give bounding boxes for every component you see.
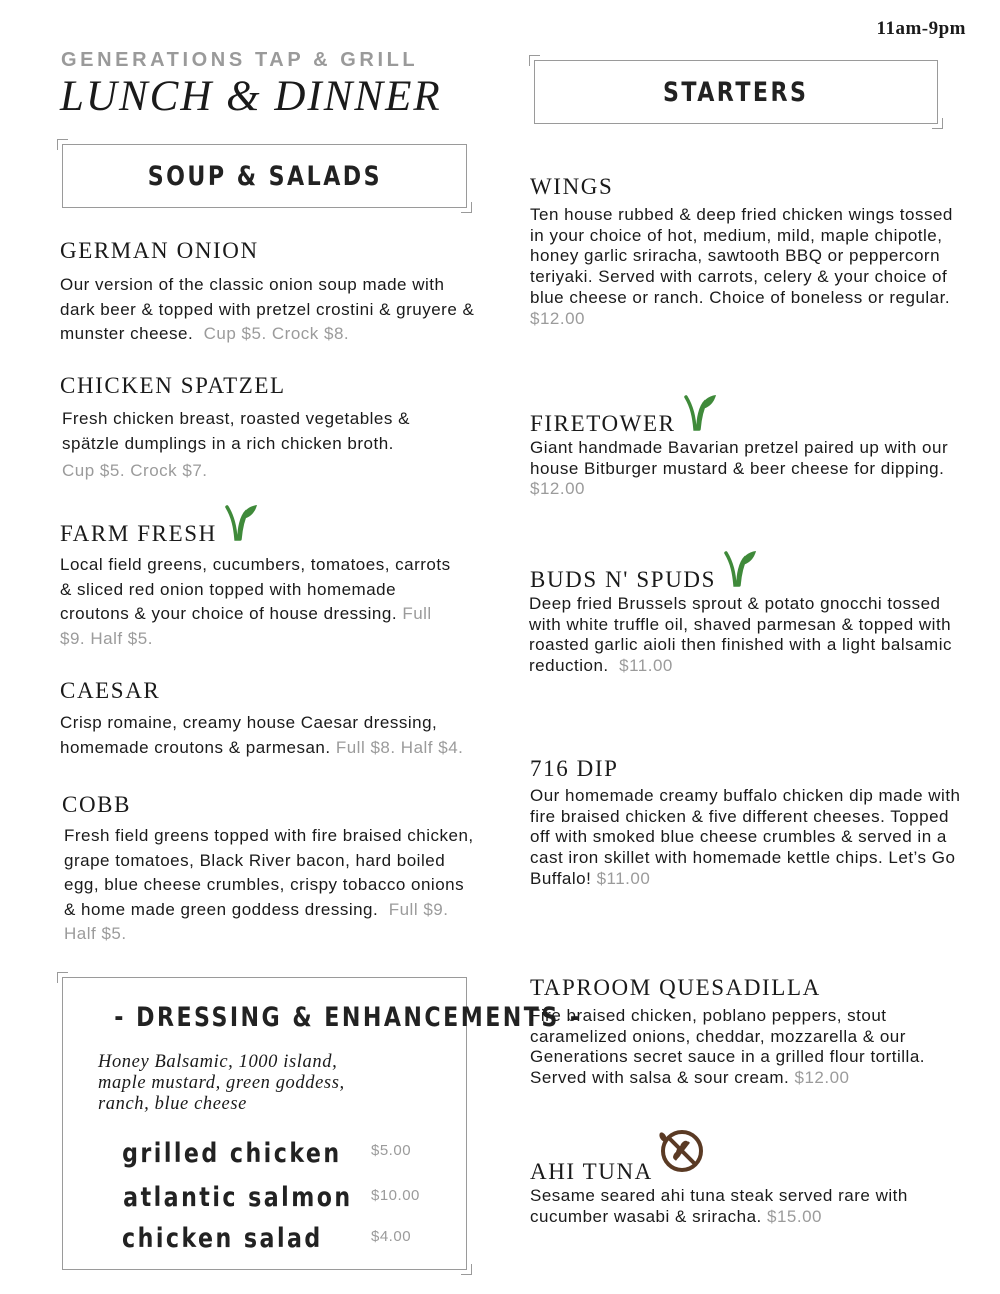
enhancement-price: $4.00	[371, 1228, 412, 1245]
enhancement-row	[98, 1182, 378, 1213]
item-name: FARM FRESH	[60, 521, 217, 546]
item-price: Cup $5. Crock $8.	[203, 324, 350, 343]
item-description	[530, 786, 970, 890]
item-name: CHICKEN SPATZEL	[60, 373, 286, 398]
item-name: AHI TUNA	[530, 1159, 653, 1184]
item-price: Full $9. Half $5.	[64, 899, 449, 943]
menu-item-chicken-spatzel	[60, 373, 500, 484]
item-price: Full $9. Half $5.	[60, 604, 432, 648]
gluten-free-icon	[659, 1128, 705, 1180]
menu-item-caesar	[60, 678, 510, 760]
menu-item-716-dip	[530, 756, 970, 890]
item-name: WINGS	[530, 174, 614, 199]
item-price: $12.00	[794, 1068, 850, 1088]
hours: 11am-9pm	[876, 18, 966, 39]
menu-item-farm-fresh	[60, 503, 500, 651]
item-description-text: Deep fried Brussels sprout & potato gnocchi tossed with white truffle oil, shaved parmesan & topped with roasted garlic aioli then finished with a light balsamic reduction.	[529, 594, 952, 676]
item-price: $15.00	[767, 1206, 822, 1226]
item-description-text: Giant handmade Bavarian pretzel paired up with our house Bitburger mustard & beer cheese for dipping.	[530, 438, 949, 478]
menu-item-german-onion	[60, 238, 500, 347]
item-description-text: Ten house rubbed & deep fried chicken wings tossed in your choice of hot, medium, mild, maple chipotle, honey garlic sriracha, sawtooth BBQ or peppercorn teriyaki. Served with carrots, celery & your choice of blue cheese or ranch. Choice of boneless or regular.	[530, 205, 953, 307]
item-description-text: Crisp romaine, creamy house Caesar dressing, homemade croutons & parmesan.	[60, 713, 438, 757]
item-name: TAPROOM QUESADILLA	[530, 975, 821, 1000]
item-description-text: Local field greens, cucumbers, tomatoes, carrots & sliced red onion topped with homemade croutons & your choice of house dressing.	[60, 555, 451, 623]
dressing-options: Honey Balsamic, 1000 island, maple mustard, green goddess, ranch, blue cheese	[98, 1052, 345, 1114]
item-description	[62, 824, 474, 947]
enhancement-name: chicken salad	[122, 1223, 323, 1254]
menu-item-firetower	[530, 393, 970, 500]
enhancement-price: $5.00	[371, 1142, 412, 1159]
enhancement-row	[100, 1223, 345, 1254]
item-description	[60, 273, 480, 347]
enhancement-name: grilled chicken	[122, 1138, 342, 1169]
item-description-text: Our version of the classic onion soup made with dark beer & topped with pretzel crostini & gruyere & munster cheese.	[60, 275, 475, 343]
item-name: 716 DIP	[530, 756, 619, 781]
enhancements-box	[62, 977, 582, 1270]
enhancement-row	[98, 1138, 366, 1169]
menu-item-cobb	[62, 792, 502, 947]
menu-item-buds-n-spuds	[530, 549, 980, 677]
section-title: SOUP & SALADS	[147, 160, 382, 192]
item-description	[60, 553, 460, 651]
vegetarian-leaf-icon	[682, 393, 718, 437]
menu-item-wings	[530, 174, 970, 329]
vegetarian-leaf-icon	[223, 503, 259, 547]
item-price: Cup $5. Crock $7.	[62, 461, 208, 480]
item-name: FIRETOWER	[530, 411, 676, 436]
enhancements-title: - DRESSING & ENHANCEMENTS -	[114, 1002, 582, 1033]
item-description	[530, 1006, 955, 1089]
item-description	[529, 594, 974, 677]
item-name: GERMAN ONION	[60, 238, 259, 263]
item-description-text: Fresh field greens topped with fire braised chicken, grape tomatoes, Black River bacon, hard boiled egg, blue cheese crumbles, crispy tobacco onions & home made green goddess dressing.	[64, 826, 474, 919]
vegetarian-leaf-icon	[722, 549, 758, 593]
section-header-starters	[534, 60, 938, 124]
item-price: $11.00	[619, 656, 673, 676]
item-price: $12.00	[530, 479, 585, 499]
item-name: BUDS N' SPUDS	[530, 567, 717, 592]
section-title: STARTERS	[663, 76, 809, 108]
item-name: CAESAR	[60, 678, 161, 703]
enhancement-price: $10.00	[371, 1187, 420, 1204]
enhancement-name: atlantic salmon	[123, 1182, 353, 1213]
item-description: Fresh chicken breast, roasted vegetables & spätzle dumplings in a rich chicken broth.	[62, 409, 410, 453]
item-description	[530, 438, 960, 500]
item-price: $12.00	[530, 308, 585, 328]
item-description	[530, 205, 965, 329]
item-name: COBB	[62, 792, 132, 817]
menu-item-ahi-tuna	[530, 1128, 970, 1227]
item-price: Full $8. Half $4.	[335, 737, 464, 757]
item-description-text: Sesame seared ahi tuna steak served rare with cucumber wasabi & sriracha.	[530, 1186, 908, 1226]
section-header-soup-salads	[62, 144, 467, 208]
item-description-text: Fire braised chicken, poblano peppers, stout caramelized onions, cheddar, mozzarella & our Generations secret sauce in a grilled flour tortilla. Served with salsa & sour cream.	[530, 1006, 926, 1088]
item-description	[530, 1186, 960, 1227]
menu-item-taproom-quesadilla	[530, 975, 970, 1089]
restaurant-name: GENERATIONS TAP & GRILL	[61, 49, 419, 71]
menu-title: LUNCH & DINNER	[60, 73, 442, 120]
item-price: $11.00	[596, 868, 651, 888]
item-description-text: Our homemade creamy buffalo chicken dip made with fire braised chicken & five different cheeses. Topped off with smoked blue cheese crumbles & served in a cast iron skillet with homemade kettle chips. Let’s Go Buffalo!	[530, 786, 961, 888]
item-description	[60, 711, 505, 760]
